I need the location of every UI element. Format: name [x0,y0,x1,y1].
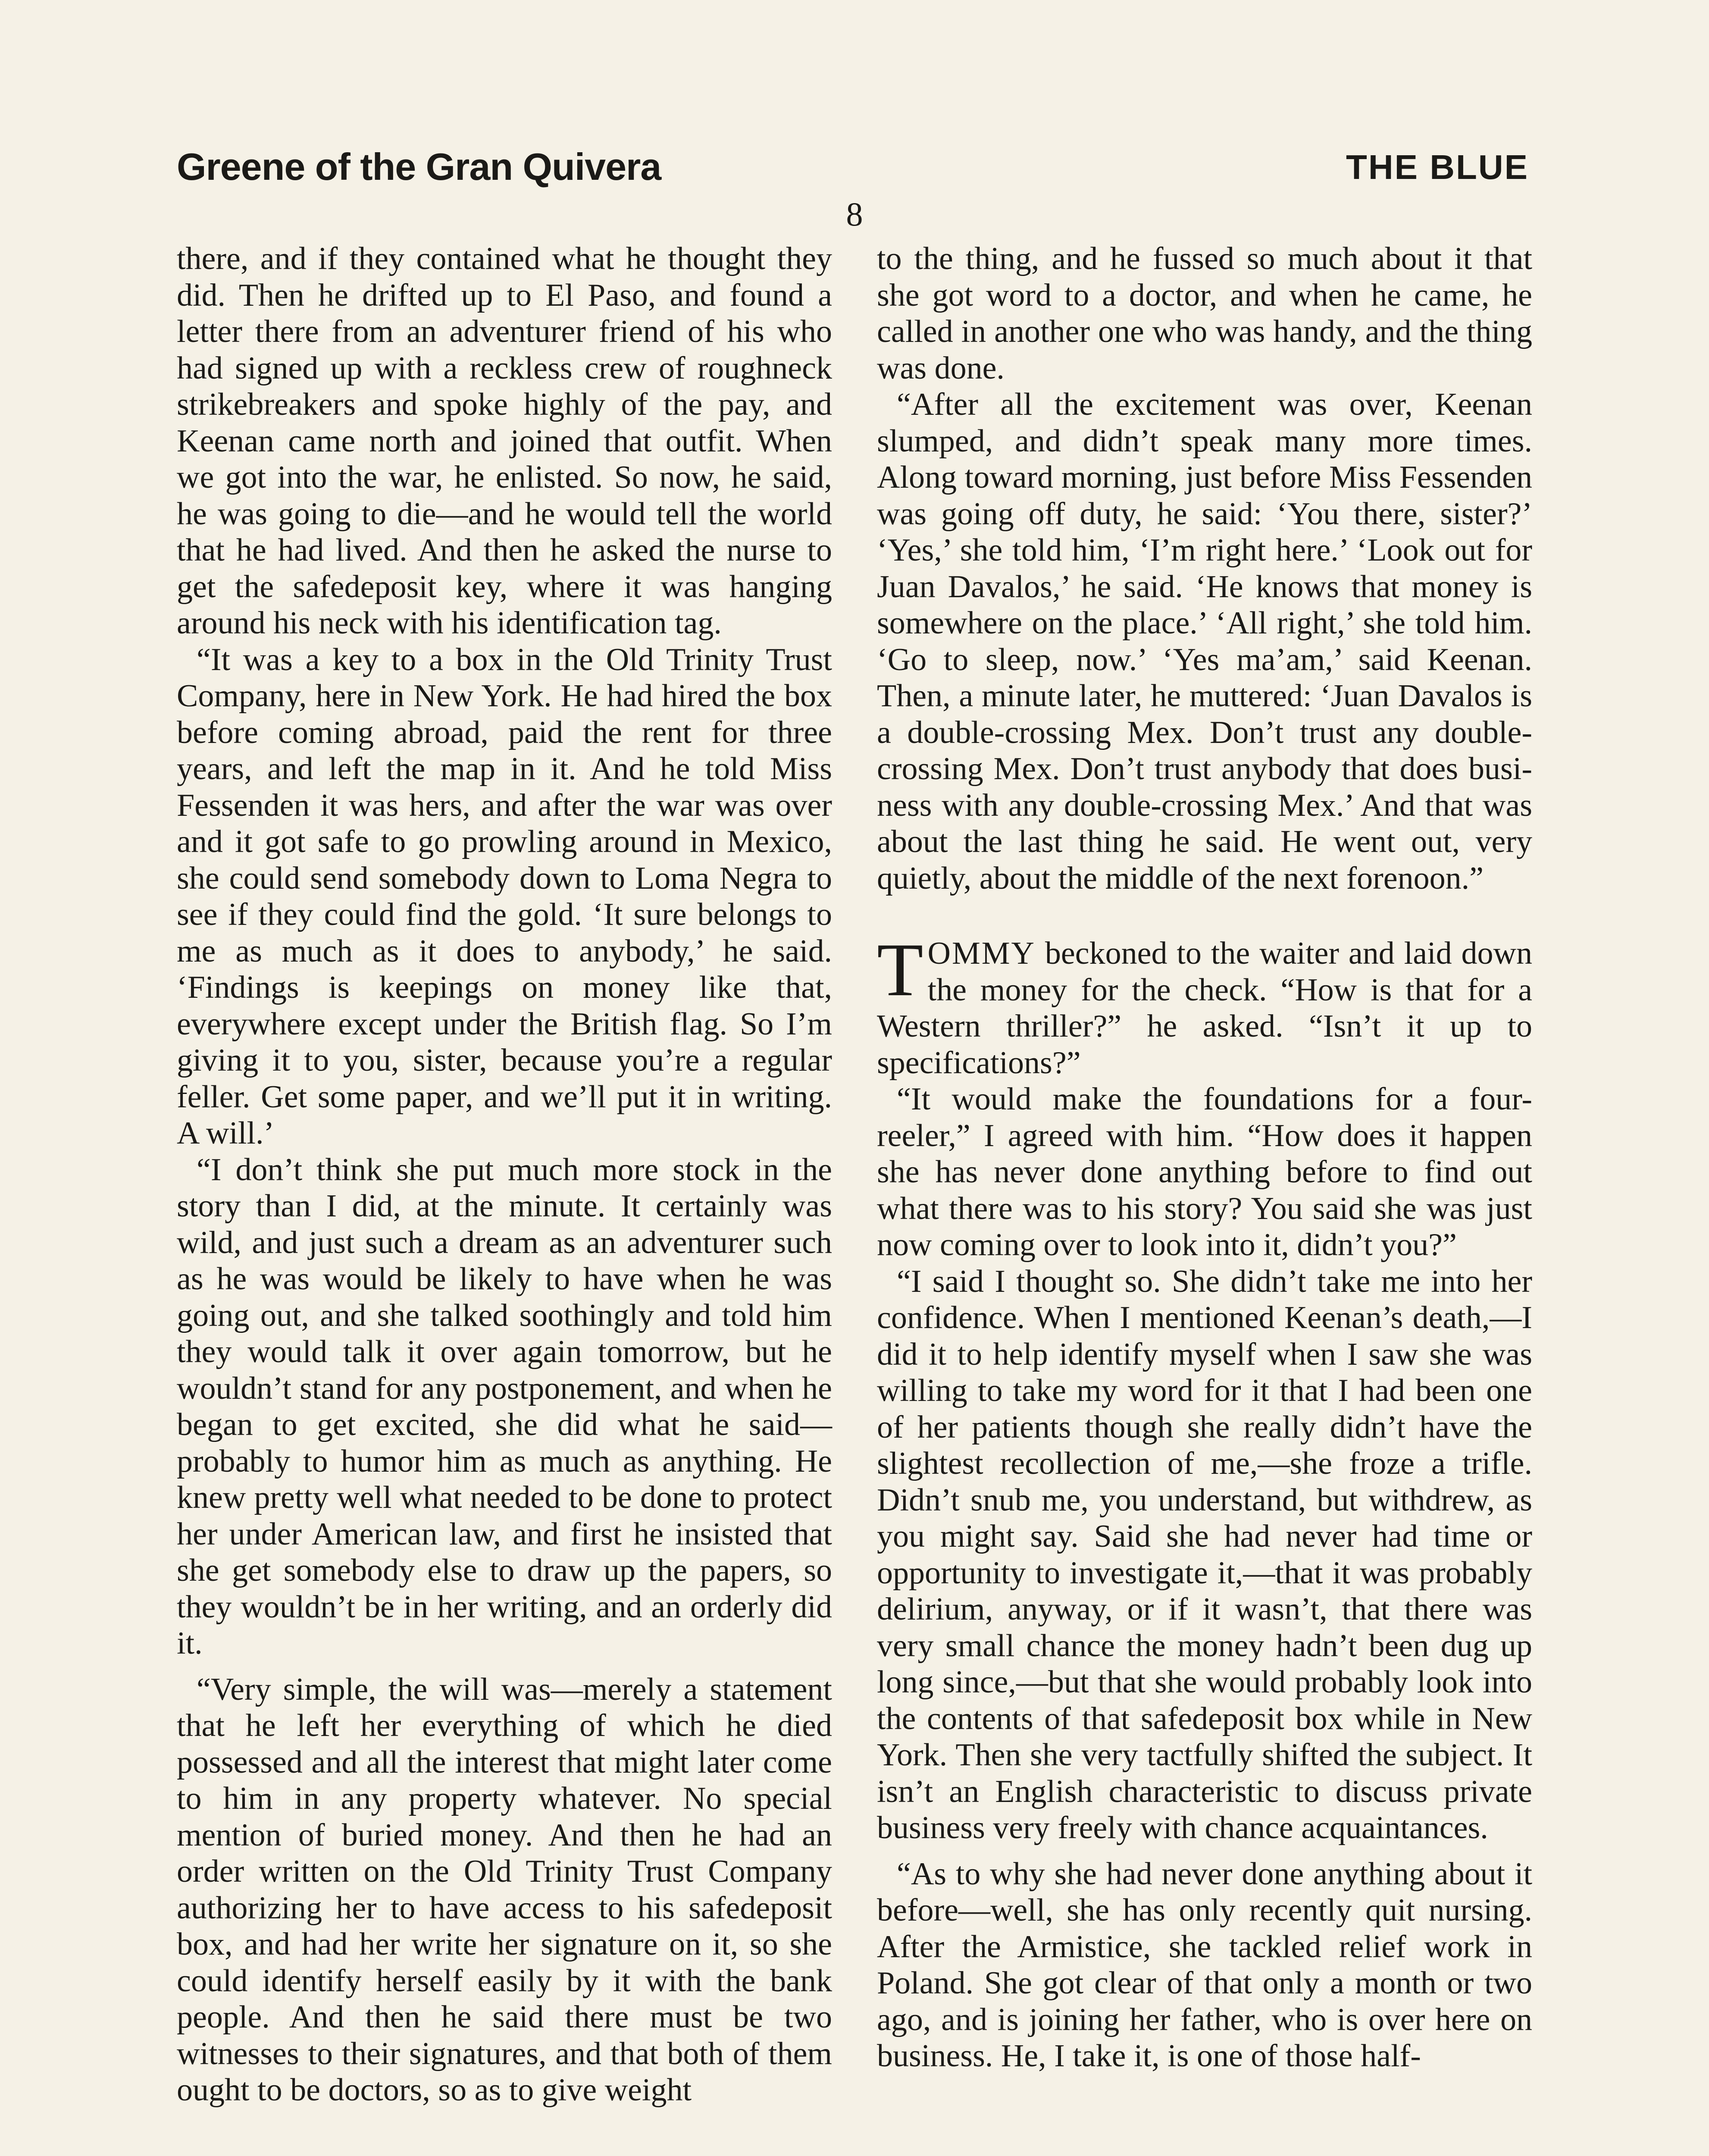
page-number: 8 [846,195,863,233]
opening-caps: OMMY [927,936,1036,971]
opening-text: beckoned to the waiter and laid down the money for the check. “How is that for a Western thriller?” he asked. “Isn’t it up to specifications?” [877,936,1532,1081]
paragraph: “Very simple, the will was—merely a statement that he left her everything of which he died possessed and all the interest that might later come to him in any property whatever. No special mention of buried money. And then he had an order written on the Old Trinity Trust Company authorizing her to have access to his safedeposit box, and had her write her signature on it, so she could identify herself easily by it with the bank people. And then he said there must be two witnesses to their signatures, and that both of them ought to be doctors, so as to give weight [177,1671,832,2108]
drop-cap: T [877,928,923,1012]
paragraph: “It would make the foundations for a four-reeler,” I agreed with him. “How does it happen she has never done anything before to find out what there was to his story? You said she was just now coming over to look into it, didn’t you?” [877,1081,1532,1263]
running-head-title: Greene of the Gran Quivera [177,145,661,188]
paragraph: “It was a key to a box in the Old Trinity Trust Company, here in New York. He had hired the box before coming abroad, paid the rent for three years, and left the map in it. And he told Miss Fessenden it was hers, and after the war was over and it got safe to go prowling around in Mexico, she could send somebody down to Loma Negra to see if they could find the gold. ‘It sure belongs to me as much as it does to anybody,’ he said. ‘Findings is keepings on money like that, everywhere except under the British flag. So I’m giving it to you, sister, because you’re a regular feller. Get some paper, and we’ll put it in writing. A will.’ [177,642,832,1151]
section-opening-paragraph [877,928,1532,1081]
paragraph: “I don’t think she put much more stock in the story than I did, at the minute. It certainly was wild, and just such a dream as an adventurer such as he was would be likely to have when he was going out, and she talked soothingly and told him they would talk it over again tomorrow, but he wouldn’t stand for any postponement, and when he began to get excited, she did what he said—probably to humor him as much as anything. He knew pretty well what needed to be done to protect her under American law, and first he insisted that she get somebody else to draw up the papers, so they wouldn’t be in her writing, and an orderly did it. [177,1152,832,1661]
left-column [177,241,832,2109]
paragraph: “As to why she had never done anything about it before—well, she has only recently quit nursing. After the Armistice, she tackled relief work in Poland. She got clear of that only a month or two ago, and is joining her father, who is over here on business. He, I take it, is one of those half- [877,1856,1532,2074]
paragraph: “I said I thought so. She didn’t take me into her confidence. When I mentioned Keenan’s death,—I did it to help identify myself when I saw she was willing to take my word for it that I had been one of her patients though she really didn’t have the slightest recollection of me,—she froze a trifle. Didn’t snub me, you understand, but withdrew, as you might say. Said she had never had time or opportunity to investigate it,—that it was probably delirium, anyway, or if it wasn’t, that there was very small chance the money hadn’t been dug up long since,—but that she would probably look into the contents of that safedeposit box while in New York. Then she very tactfully shifted the subject. It isn’t an English characteristic to discuss private business very freely with chance acquaintances. [877,1263,1532,1846]
paragraph: to the thing, and he fussed so much about it that she got word to a doctor, and when he came, he called in another one who was handy, and the thing was done. [877,241,1532,386]
running-head-magazine: THE BLUE [1346,148,1529,186]
right-column [877,241,1532,2075]
paragraph: there, and if they contained what he thought they did. Then he drifted up to El Paso, and found a letter there from an adventurer friend of his who had signed up with a reckless crew of roughneck strikebreakers and spoke highly of the pay, and Keenan came north and joined that outfit. When we got into the war, he enlisted. So now, he said, he was going to die—and he would tell the world that he had lived. And then he asked the nurse to get the safedeposit key, where it was hanging around his neck with his identification tag. [177,241,832,641]
paragraph: “After all the excitement was over, Keenan slumped, and didn’t speak many more times. Along toward morning, just before Miss Fessenden was going off duty, he said: ‘You there, sister?’ ‘Yes,’ she told him, ‘I’m right here.’ ‘Look out for Juan Davalos,’ he said. ‘He knows that money is somewhere on the place.’ ‘All right,’ she told him. ‘Go to sleep, now.’ ‘Yes ma’am,’ said Keenan. Then, a minute later, he muttered: ‘Juan Davalos is a double-crossing Mex. Don’t trust any double-crossing Mex. Don’t trust anybody that does business with any double-crossing Mex.’ And that was about the last thing he said. He went out, very quietly, about the middle of the next forenoon.” [877,387,1532,896]
